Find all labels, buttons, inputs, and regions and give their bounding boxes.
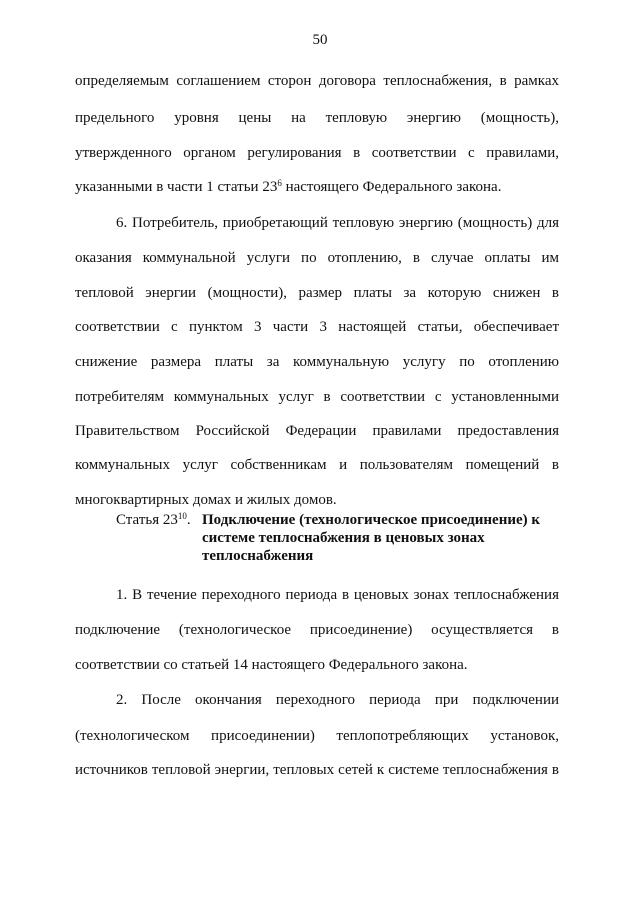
superscript: 6: [277, 178, 282, 188]
text-line: потребителям коммунальных услуг в соответствии с установленными: [75, 389, 559, 405]
article-label-text: Статья 23: [116, 512, 178, 528]
text-line: соответствии со статьей 14 настоящего Федерального закона.: [75, 657, 468, 673]
article-title-line: системе теплоснабжения в ценовых зонах: [202, 530, 485, 546]
text-line: соответствии с пунктом 3 части 3 настоящей статьи, обеспечивает: [75, 319, 559, 335]
article-title: [202, 511, 552, 565]
article-title-line: Подключение (технологическое присоединение) к: [202, 512, 541, 528]
text-fragment: настоящего Федерального закона.: [281, 179, 502, 195]
text-line: предельного уровня цены на тепловую энергию (мощность),: [75, 110, 559, 126]
text-line: оказания коммунальной услуги по отоплению, в случае оплаты им: [75, 250, 559, 266]
text-line: подключение (технологическое присоединение) осуществляется в: [75, 622, 559, 638]
text-line: Правительством Российской Федерации правилами предоставления: [75, 423, 559, 439]
paragraph-6-first-line: 6. Потребитель, приобретающий тепловую энергию (мощность) для: [116, 215, 559, 231]
article-label: [116, 511, 202, 529]
text-line: тепловой энергии (мощности), размер платы за которую снижен в: [75, 285, 559, 301]
article-label-period: .: [186, 512, 191, 528]
text-line: многоквартирных домах и жилых домов.: [75, 492, 337, 508]
paragraph-2-first-line: 2. После окончания переходного периода при подключении: [116, 692, 559, 708]
text-line: утвержденного органом регулирования в соответствии с правилами,: [75, 145, 559, 161]
text-line: коммунальных услуг собственникам и пользователям помещений в: [75, 457, 559, 473]
text-line: снижение размера платы за коммунальную услугу по отоплению: [75, 354, 559, 370]
text-line: источников тепловой энергии, тепловых сетей к системе теплоснабжения в: [75, 762, 559, 778]
page-number: 50: [312, 32, 328, 48]
article-title-line: теплоснабжения: [202, 548, 314, 564]
text-fragment: указанными в части 1 статьи 23: [75, 179, 278, 195]
text-line: определяемым соглашением сторон договора теплоснабжения, в рамках: [75, 73, 559, 89]
paragraph-1-first-line: 1. В течение переходного периода в ценовых зонах теплоснабжения: [116, 587, 559, 603]
text-line: [75, 177, 559, 197]
text-line: (технологическом присоединении) теплопотребляющих установок,: [75, 728, 559, 744]
article-number-superscript: 10: [177, 511, 187, 521]
article-heading: [116, 511, 566, 565]
